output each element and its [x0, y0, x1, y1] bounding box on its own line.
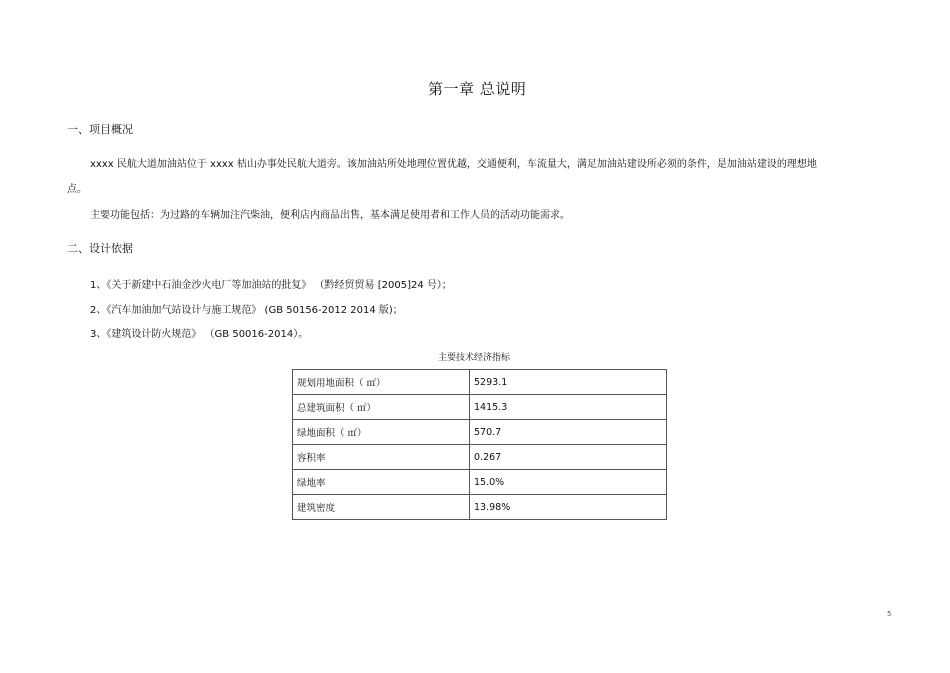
basis-item-1: 1、《关于新建中石油金沙火电厂等加油站的批复》 （黔经贸贸易 [2005]24 号）； [90, 280, 452, 291]
table-cell-label: 绿地率 [293, 470, 470, 495]
table-row [293, 420, 667, 445]
table-cell-value: 0.267 [470, 445, 667, 470]
table-row [293, 370, 667, 395]
overview-paragraph-line1: xxxx 民航大道加油站位于 xxxx 桔山办事处民航大道旁。该加油站所处地理位置优越，交通便利，车流量大，满足加油站建设所必须的条件，是加油站建设的理想地 [90, 159, 817, 170]
table-caption: 主要技术经济指标 [438, 353, 511, 363]
table-cell-label: 绿地面积（ ㎡） [293, 420, 470, 445]
table-cell-value: 15.0% [470, 470, 667, 495]
indicators-table [292, 369, 667, 520]
table-cell-label: 容积率 [293, 445, 470, 470]
table-cell-value: 5293.1 [470, 370, 667, 395]
table-cell-value: 570.7 [470, 420, 667, 445]
basis-item-2: 2、《汽车加油加气站设计与施工规范》 (GB 50156-2012 2014 版)； [90, 305, 403, 316]
section-heading-basis: 二、设计依据 [67, 242, 133, 255]
table-row [293, 395, 667, 420]
table-cell-value: 13.98% [470, 495, 667, 520]
table-cell-label: 总建筑面积（ ㎡） [293, 395, 470, 420]
functions-paragraph: 主要功能包括：为过路的车辆加注汽柴油，便利店内商品出售，基本满足使用者和工作人员的活动功能需求。 [90, 210, 570, 221]
overview-paragraph-line2: 点。 [67, 184, 87, 195]
table-cell-value: 1415.3 [470, 395, 667, 420]
table-row [293, 470, 667, 495]
basis-item-3: 3、《建筑设计防火规范》 （GB 50016-2014）。 [90, 329, 309, 340]
page-number: 5 [887, 610, 892, 618]
chapter-title: 第一章 总说明 [428, 80, 527, 98]
table-cell-label: 建筑密度 [293, 495, 470, 520]
table-row [293, 495, 667, 520]
section-heading-overview: 一、项目概况 [67, 123, 133, 136]
table-row [293, 445, 667, 470]
table-cell-label: 规划用地面积（ ㎡） [293, 370, 470, 395]
